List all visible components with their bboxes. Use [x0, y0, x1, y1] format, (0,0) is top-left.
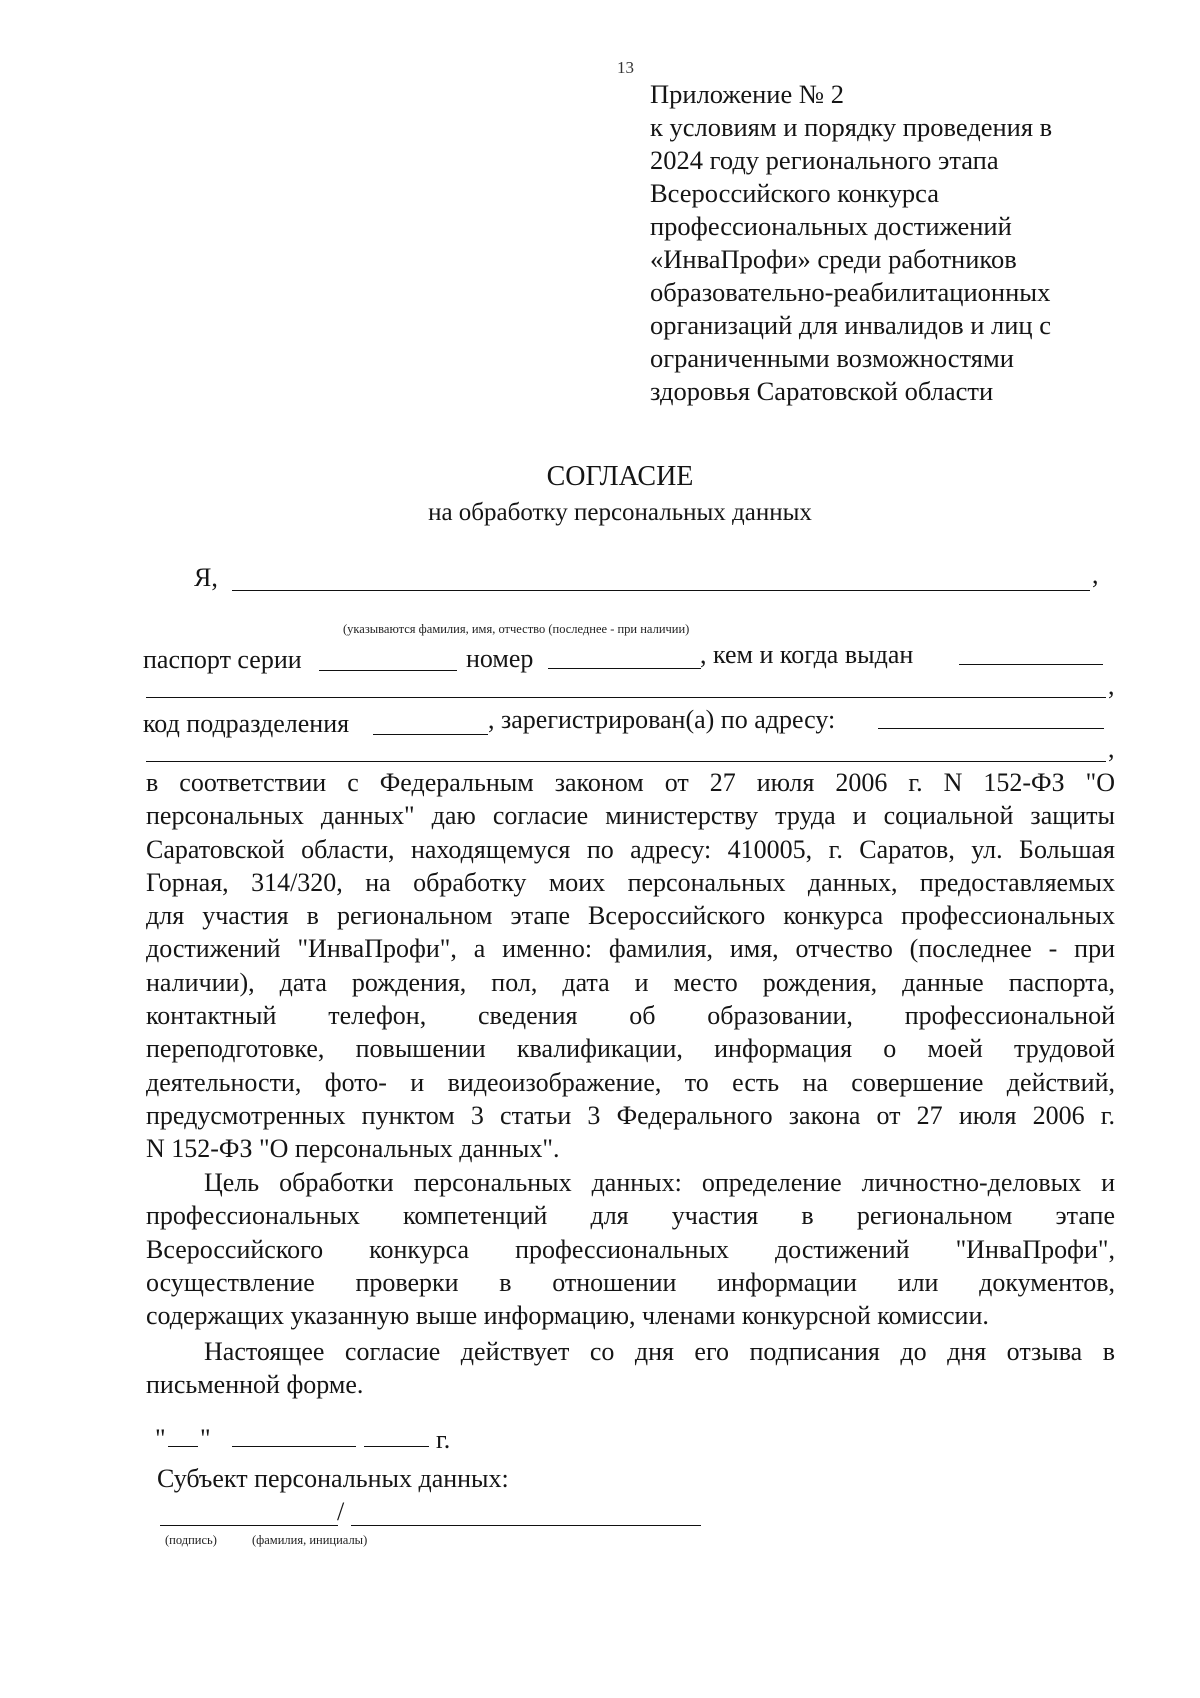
- date-day-field[interactable]: [168, 1446, 198, 1447]
- comma: ,: [1108, 734, 1115, 763]
- issued-by-field-continued[interactable]: [146, 697, 1106, 698]
- signature-hint: (подпись): [165, 1533, 217, 1547]
- date-quote-close: ": [200, 1424, 211, 1453]
- paragraph-line: Цель обработки персональных данных: определение личностно-деловых и: [204, 1168, 1115, 1197]
- paragraph-line: Всероссийского конкурса профессиональных достижений "ИнваПрофи",: [146, 1234, 1115, 1264]
- paragraph-line: контактный телефон, сведения об образовании, профессиональной: [146, 1001, 1115, 1031]
- issued-by-label: , кем и когда выдан: [700, 640, 914, 669]
- date-quote-open: ": [155, 1424, 166, 1453]
- paragraph-line: осуществление проверки в отношении информации или документов,: [146, 1267, 1115, 1297]
- paragraph-line: переподготовке, повышении квалификации, информация о моей трудовой: [146, 1034, 1115, 1064]
- paragraph-line: персональных данных" даю согласие министерству труда и социальной защиты: [146, 801, 1115, 831]
- validity-paragraph: [146, 1335, 1115, 1402]
- signature-field[interactable]: [160, 1525, 338, 1526]
- paragraph-line: предусмотренных пунктом 3 статьи 3 Федерального закона от 27 июля 2006 г.: [146, 1100, 1115, 1130]
- appendix-line: к условиям и порядку проведения в: [650, 112, 1053, 142]
- paragraph-line: достижений "ИнваПрофи", а именно: фамилия, имя, отчество (последнее - при: [146, 934, 1115, 964]
- division-code-label: код подразделения: [143, 709, 350, 738]
- passport-number-label: номер: [466, 644, 534, 673]
- date-month-field[interactable]: [232, 1446, 356, 1447]
- full-name-hint: (указываются фамилия, имя, отчество (последнее - при наличии): [343, 622, 690, 636]
- year-suffix: г.: [436, 1425, 451, 1454]
- paragraph-line: в соответствии с Федеральным законом от 27 июля 2006 г. N 152-ФЗ "О: [146, 768, 1115, 797]
- document-subtitle: на обработку персональных данных: [428, 499, 812, 526]
- appendix-line: образовательно-реабилитационных: [650, 277, 1051, 307]
- page-number: 13: [617, 58, 634, 77]
- full-name-field[interactable]: [232, 590, 1090, 591]
- paragraph-line: письменной форме.: [146, 1370, 364, 1400]
- appendix-line: 2024 году регионального этапа: [650, 145, 999, 175]
- date-year-field[interactable]: [364, 1446, 429, 1447]
- i-label: Я,: [194, 563, 218, 592]
- issued-by-field[interactable]: [959, 664, 1103, 665]
- registered-address-label: , зарегистрирован(а) по адресу:: [488, 705, 836, 734]
- signature-slash: /: [337, 1497, 345, 1526]
- paragraph-line: наличии), дата рождения, пол, дата и место рождения, данные паспорта,: [146, 967, 1115, 997]
- appendix-line: здоровья Саратовской области: [650, 376, 994, 406]
- passport-number-field[interactable]: [548, 668, 701, 669]
- address-field-continued[interactable]: [146, 761, 1106, 762]
- appendix-line: профессиональных достижений: [650, 211, 1012, 241]
- comma: ,: [1108, 671, 1115, 700]
- paragraph-line: профессиональных компетенций для участия в региональном этапе: [146, 1201, 1115, 1231]
- paragraph-line: для участия в региональном этапе Всероссийского конкурса профессиональных: [146, 901, 1115, 931]
- document-title: СОГЛАСИЕ: [546, 461, 694, 492]
- paragraph-line: Саратовской области, находящемуся по адресу: 410005, г. Саратов, ул. Большая: [146, 834, 1115, 864]
- name-initials-field[interactable]: [351, 1525, 701, 1526]
- passport-series-label: паспорт серии: [143, 645, 302, 674]
- appendix-line: ограниченными возможностями: [650, 343, 1014, 373]
- name-initials-hint: (фамилия, инициалы): [252, 1533, 368, 1547]
- appendix-line: Приложение № 2: [650, 79, 845, 109]
- purpose-paragraph: [146, 1166, 1115, 1332]
- paragraph-line: N 152-ФЗ "О персональных данных".: [146, 1134, 560, 1164]
- division-code-field[interactable]: [373, 734, 488, 735]
- paragraph-line: Горная, 314/320, на обработку моих персональных данных, предоставляемых: [146, 867, 1115, 897]
- appendix-line: «ИнваПрофи» среди работников: [650, 244, 1017, 274]
- appendix-line: организаций для инвалидов и лиц с: [650, 310, 1051, 340]
- subject-label: Субъект персональных данных:: [157, 1464, 509, 1493]
- address-field[interactable]: [878, 728, 1104, 729]
- comma: ,: [1092, 560, 1099, 589]
- passport-series-field[interactable]: [319, 670, 457, 671]
- appendix-line: Всероссийского конкурса: [650, 178, 940, 208]
- paragraph-line: Настоящее согласие действует со дня его подписания до дня отзыва в: [204, 1337, 1115, 1366]
- appendix-header: [650, 78, 1170, 408]
- consent-paragraph: [146, 766, 1115, 1166]
- paragraph-line: содержащих указанную выше информацию, членами конкурсной комиссии.: [146, 1301, 989, 1331]
- paragraph-line: деятельности, фото- и видеоизображение, то есть на совершение действий,: [146, 1067, 1115, 1097]
